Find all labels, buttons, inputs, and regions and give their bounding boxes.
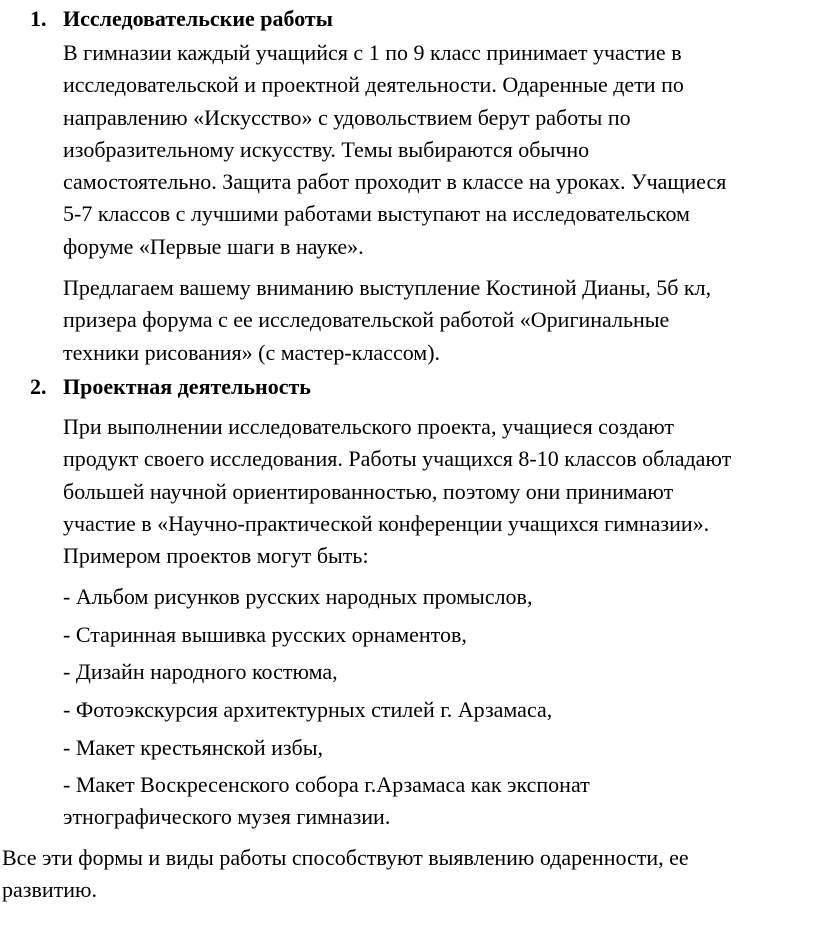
list-item-text: - Дизайн народного костюма, [63, 659, 338, 684]
section-2-title: Проектная деятельность [63, 374, 311, 399]
text-line: 5-7 классов с лучшими работами выступают на исследовательском [63, 201, 690, 227]
section-1-title: Исследовательские работы [63, 6, 333, 31]
text-line: большей научной ориентированностью, поэтому они принимают [63, 478, 674, 504]
closing-paragraph [2, 842, 802, 907]
text-line: Все эти формы и виды работы способствуют выявлению одаренности, ее [2, 845, 689, 870]
project-list-item [63, 694, 803, 726]
project-list-item [63, 732, 803, 764]
project-list-item [63, 769, 803, 834]
list-item-text: - Макет Воскресенского собора г.Арзамаса как экспонат [63, 772, 590, 797]
text-line: В гимназии каждый учащийся с 1 по 9 класс принимает участие в [63, 40, 682, 65]
text-line: направлению «Искусство» с удовольствием берут работы по [63, 104, 631, 130]
text-line: При выполнении исследовательского проекта, учащиеся создают [63, 414, 674, 439]
text-line: развитию. [2, 877, 97, 903]
list-item-text: этнографического музея гимназии. [63, 804, 391, 830]
section-1-heading [30, 6, 333, 32]
section-2-paragraph-1 [63, 411, 803, 572]
project-list-item [63, 619, 803, 651]
list-item-text: - Фотоэкскурсия архитектурных стилей г. Арзамаса, [63, 697, 553, 722]
text-line: продукт своего исследования. Работы учащихся 8-10 классов обладают [63, 446, 732, 472]
text-line: самостоятельно. Защита работ проходит в классе на уроках. Учащиеся [63, 169, 727, 195]
text-line: исследовательской и проектной деятельности. Одаренные дети по [63, 72, 684, 98]
text-line: форуме «Первые шаги в науке». [63, 233, 364, 259]
section-1-paragraph-1 [63, 37, 803, 263]
list-item-text: - Альбом рисунков русских народных промыслов, [63, 584, 533, 609]
text-line: изобразительному искусству. Темы выбираются обычно [63, 136, 590, 162]
section-1-number: 1. [30, 6, 47, 31]
text-line: призера форума с ее исследовательской работой «Оригинальные [63, 307, 670, 333]
section-2-heading [30, 374, 311, 400]
section-2-number: 2. [30, 374, 47, 399]
project-list-item [63, 581, 803, 613]
text-line: Предлагаем вашему вниманию выступление Костиной Дианы, 5б кл, [63, 275, 712, 300]
text-line: техники рисования» (с мастер-классом). [63, 339, 441, 365]
section-1-paragraph-2 [63, 272, 803, 369]
list-item-text: - Макет крестьянской избы, [63, 735, 324, 760]
project-list-item [63, 656, 803, 688]
list-item-text: - Старинная вышивка русских орнаментов, [63, 622, 467, 647]
text-line: участие в «Научно-практической конференции учащихся гимназии». [63, 510, 710, 536]
text-line: Примером проектов могут быть: [63, 543, 369, 569]
